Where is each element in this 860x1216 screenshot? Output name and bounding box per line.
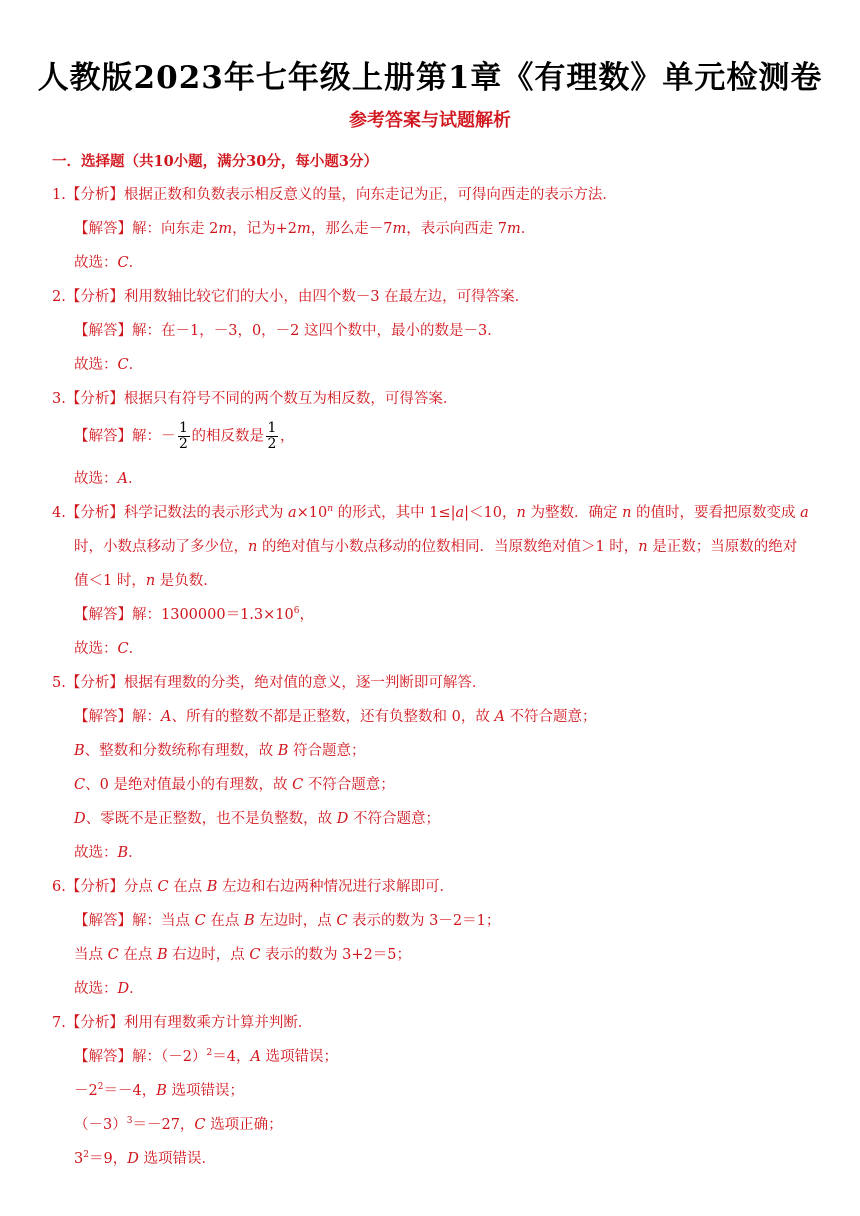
q5-text: 【解答】解：: [74, 709, 161, 725]
var-n: n: [516, 505, 526, 521]
var-a: a: [455, 505, 465, 521]
q4-analysis-line-2: [74, 535, 797, 556]
q6-text: 当点: [74, 947, 108, 963]
q4-text: 时，小数点移动了多少位，: [74, 539, 248, 555]
option-letter: A: [250, 1049, 261, 1065]
option-letter: C: [292, 777, 304, 793]
q3-answer-pre: 【解答】解：－: [74, 428, 176, 445]
q4-analysis-line-1: [52, 501, 809, 522]
var-n: n: [145, 573, 156, 589]
q5-option-c: [74, 773, 395, 794]
q1-choice-letter: C: [117, 255, 129, 271]
q1-unit-2: m: [296, 221, 311, 237]
point-letter: B: [206, 879, 218, 895]
q5-text: 不符合题意；: [303, 777, 395, 793]
q3-choice-end: ．: [127, 471, 143, 487]
exp-n: n: [327, 504, 334, 515]
q5-option-b: [74, 739, 366, 760]
q7-text: 选项错误；: [260, 1049, 339, 1065]
q7-text: 选项错误；: [166, 1083, 244, 1099]
q5-text: 、0 是绝对值最小的有理数，故: [85, 777, 293, 793]
var-a: a: [287, 505, 297, 521]
point-letter: B: [156, 947, 168, 963]
q1-answer: [74, 217, 535, 238]
q5-text: 、整数和分数统称有理数，故: [84, 743, 278, 759]
fraction-denominator: 2: [267, 436, 277, 452]
q7-exponent: 2: [206, 1048, 213, 1059]
q3-answer-post: ，: [280, 428, 295, 445]
option-letter: D: [336, 811, 349, 827]
q7-text: 选项正确；: [205, 1117, 283, 1133]
q6-text: 在点: [205, 913, 244, 929]
document-title: 人教版2023年七年级上册第1章《有理数》单元检测卷: [37, 60, 823, 96]
q7-answer-line-2: [74, 1079, 244, 1100]
fraction-numerator: 1: [179, 420, 188, 436]
q7-text: ＝9，: [88, 1151, 128, 1167]
var-a: a: [800, 505, 809, 521]
q5-text: 、所有的整数不都是正整数，还有负整数和 0，故: [171, 709, 495, 725]
q1-answer-text-d: ，表示向西走 7: [406, 221, 508, 237]
fraction-one-half-2: [266, 421, 278, 452]
q6-text: 表示的数为 3+2＝5；: [260, 947, 411, 963]
q4-choice: [74, 637, 143, 658]
option-letter: B: [156, 1083, 167, 1099]
document-subtitle: 参考答案与试题解析: [349, 110, 511, 131]
q2-answer: 【解答】解：在－1，－3，0，－2 这四个数中，最小的数是－3．: [74, 323, 502, 339]
q7-text: －2: [74, 1083, 98, 1099]
q5-choice: [74, 841, 143, 862]
section-heading: 一．选择题（共10小题，满分30分，每小题3分）: [52, 153, 378, 170]
option-letter: D: [127, 1151, 139, 1167]
q1-answer-text-b: ，记为+2: [232, 221, 297, 237]
fraction-denominator: 2: [179, 436, 188, 452]
q7-analysis: 7.【分析】利用有理数乘方计算并判断．: [52, 1015, 313, 1031]
q4-text: 值＜1 时，: [74, 573, 146, 589]
q6-text: 表示的数为 3－2＝1；: [347, 913, 501, 929]
q3-choice-label: 故选：: [74, 471, 118, 487]
q6-choice-letter: D: [117, 981, 130, 997]
q6-answer-line-1: [74, 909, 500, 930]
q7-answer-line-1: [74, 1045, 338, 1066]
q4-answer-text: 【解答】解：1300000＝1.3×10: [74, 607, 294, 623]
q5-text: 符合题意；: [288, 743, 366, 759]
q2-choice-letter: C: [117, 357, 129, 373]
q5-analysis: 5.【分析】根据有理数的分类，绝对值的意义，逐一判断即可解答．: [52, 675, 487, 691]
q6-text: 左边时，点: [254, 913, 337, 929]
point-letter: C: [194, 913, 206, 929]
q4-choice-label: 故选：: [74, 641, 118, 657]
q6-choice-label: 故选：: [74, 981, 118, 997]
fraction-numerator: 1: [267, 420, 277, 436]
q3-choice-letter: A: [117, 471, 128, 487]
q5-text: 不符合题意；: [504, 709, 597, 725]
q4-text: 为整数．确定: [525, 505, 623, 521]
q4-answer: [74, 603, 314, 624]
q7-text: ＝4，: [212, 1049, 251, 1065]
q6-choice-end: ．: [129, 981, 144, 997]
q7-answer-line-4: [74, 1147, 216, 1168]
point-letter: C: [107, 947, 119, 963]
q7-text: ＝－27，: [132, 1117, 195, 1133]
q6-text: 左边和右边两种情况进行求解即可．: [217, 879, 455, 895]
q4-text: 是负数．: [155, 573, 218, 589]
var-n: n: [248, 539, 258, 555]
q3-answer: [74, 421, 295, 452]
q5-choice-label: 故选：: [74, 845, 118, 861]
q3-analysis: 3.【分析】根据只有符号不同的两个数互为相反数，可得答案．: [52, 391, 458, 407]
q7-text: 选项错误．: [138, 1151, 216, 1167]
point-letter: C: [157, 879, 169, 895]
var-n: n: [638, 539, 648, 555]
q6-analysis: [52, 875, 454, 896]
q7-text: （－3）: [74, 1117, 127, 1133]
q7-exponent: 2: [97, 1082, 104, 1093]
q2-choice-end: ．: [128, 357, 144, 373]
q1-unit-3: m: [392, 221, 407, 237]
q4-text: 的绝对值与小数点移动的位数相同．当原数绝对值＞1 时，: [257, 539, 639, 555]
q1-choice: [74, 251, 143, 272]
q7-text: 【解答】解：（－2）: [74, 1049, 207, 1065]
q6-text: 6.【分析】分点: [52, 879, 158, 895]
var-n: n: [622, 505, 632, 521]
q7-text: ＝－4，: [103, 1083, 157, 1099]
q5-text: 不符合题意；: [348, 811, 440, 827]
q4-text: 是正数；当原数的绝对: [647, 539, 798, 555]
q3-choice: [74, 467, 142, 488]
q7-exponent: 2: [83, 1150, 89, 1161]
option-letter: A: [494, 709, 505, 725]
q6-answer-line-2: [74, 943, 411, 964]
option-letter: D: [74, 811, 86, 827]
q4-exponent: 6: [293, 606, 300, 617]
q4-answer-end: ，: [299, 607, 314, 623]
q1-choice-end: ．: [128, 255, 144, 271]
option-letter: B: [74, 743, 85, 759]
q6-text: 【解答】解：当点: [74, 913, 195, 929]
option-letter: A: [161, 709, 172, 725]
q2-choice-label: 故选：: [74, 357, 118, 373]
q5-text: 、零既不是正整数，也不是负整数，故: [85, 811, 337, 827]
q5-option-d: [74, 807, 440, 828]
q6-text: 右边时，点: [167, 947, 250, 963]
fraction-one-half-1: [178, 421, 190, 452]
q1-choice-label: 故选：: [74, 255, 118, 271]
q6-text: 在点: [118, 947, 157, 963]
q4-text: 的形式，其中 1≤|: [333, 505, 456, 521]
option-letter: C: [74, 777, 86, 793]
q2-analysis: 2.【分析】利用数轴比较它们的大小，由四个数－3 在最左边，可得答案．: [52, 289, 530, 305]
q6-choice: [74, 977, 144, 998]
q4-analysis-line-3: [74, 569, 218, 590]
q5-option-a: [74, 705, 597, 726]
q1-answer-text-a: 【解答】解：向东走 2: [74, 221, 219, 237]
q7-exponent: 3: [126, 1116, 133, 1127]
point-letter: C: [336, 913, 348, 929]
q7-text: 3: [74, 1151, 84, 1167]
q3-answer-mid: 的相反数是: [191, 428, 264, 445]
q6-text: 在点: [168, 879, 207, 895]
q5-choice-end: ．: [128, 845, 143, 861]
q4-choice-letter: C: [117, 641, 129, 657]
q1-unit-4: m: [507, 221, 521, 237]
option-letter: B: [277, 743, 289, 759]
q2-choice: [74, 353, 143, 374]
q4-choice-end: ．: [128, 641, 144, 657]
q1-answer-text-c: ，那么走－7: [310, 221, 393, 237]
option-letter: C: [194, 1117, 206, 1133]
point-letter: B: [243, 913, 255, 929]
q4-text: 的值时，要看把原数变成: [631, 505, 801, 521]
q1-unit-1: m: [218, 221, 233, 237]
q4-text: 4.【分析】科学记数法的表示形式为: [52, 505, 288, 521]
point-letter: C: [249, 947, 261, 963]
q1-answer-text-e: ．: [520, 221, 536, 237]
q7-answer-line-3: [74, 1113, 283, 1134]
q1-analysis: 1.【分析】根据正数和负数表示相反意义的量，向东走记为正，可得向西走的表示方法．: [52, 187, 617, 203]
q4-text: |＜10，: [464, 505, 517, 521]
q4-text: ×10: [296, 505, 328, 521]
q5-choice-letter: B: [117, 845, 129, 861]
